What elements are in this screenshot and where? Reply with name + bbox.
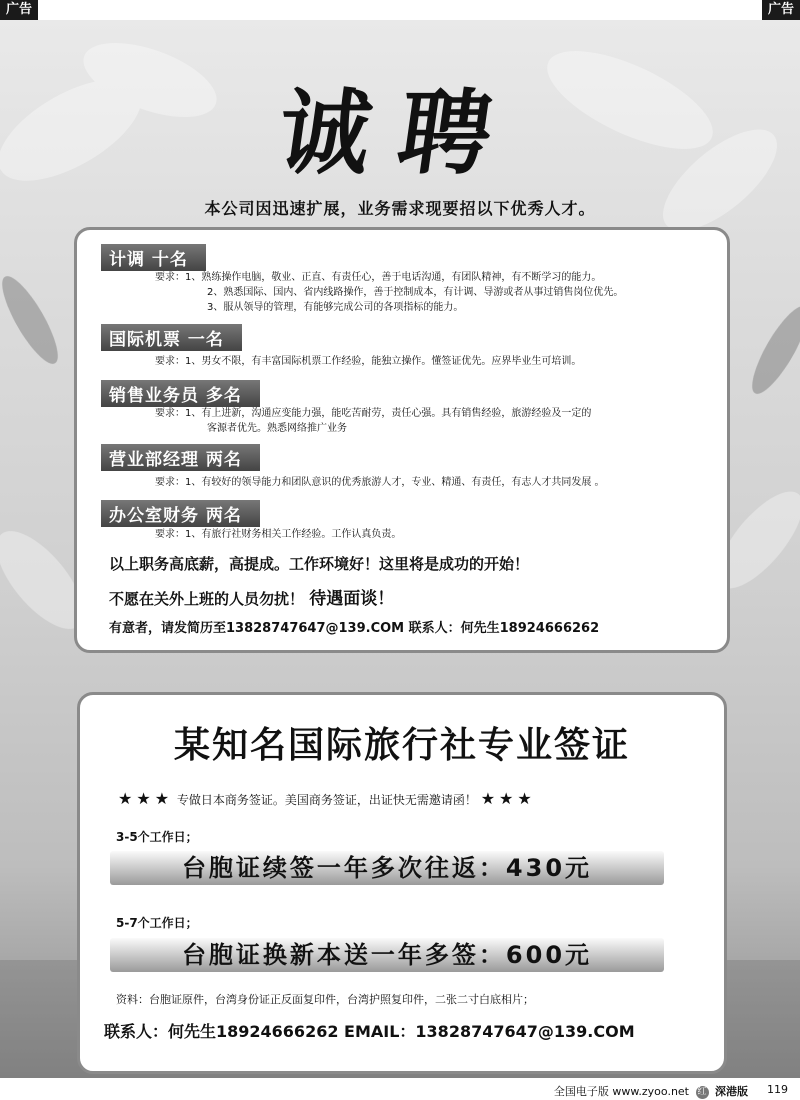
job-branch-manager bbox=[101, 444, 260, 471]
ad-tag-right: 广告 bbox=[762, 0, 800, 20]
offer2-price-bar: 台胞证换新本送一年多签：600元 bbox=[110, 938, 664, 972]
recruitment-subtitle: 本公司因迅速扩展，业务需求现要招以下优秀人才。 bbox=[204, 199, 596, 218]
job-title: 销售业务员 多名 bbox=[101, 380, 260, 407]
job-accountant-planner bbox=[101, 244, 206, 271]
requirement-line: 客源者优先。熟悉网络推广业务 bbox=[207, 423, 347, 434]
visa-heading: 某知名国际旅行社专业签证 bbox=[173, 725, 630, 766]
ad-tag-left: 广告 bbox=[0, 0, 38, 20]
job-international-ticket bbox=[101, 324, 242, 351]
requirement-line: 要求：1、有较好的领导能力和团队意识的优秀旅游人才，专业、精通、有责任，有志人才共同发展 。 bbox=[155, 477, 605, 488]
recruitment-title: 诚聘 bbox=[271, 79, 527, 187]
recruitment-contact: 有意者，请发简历至13828747647@139.COM 联系人：何先生18924666262 bbox=[109, 621, 600, 636]
visa-contact: 联系人：何先生18924666262 EMAIL：13828747647@139.COM bbox=[104, 1022, 635, 1041]
requirement-line: 2、熟悉国际、国内、省内线路操作，善于控制成本，有计调、导游或者从事过销售岗位优先。 bbox=[207, 287, 624, 298]
stars-right-icon: ★★★ bbox=[480, 789, 536, 808]
requirement-line: 要求：1、有旅行社财务相关工作经验。工作认真负责。 bbox=[155, 529, 402, 540]
recruitment-panel bbox=[74, 227, 730, 653]
job-requirements bbox=[155, 270, 623, 315]
visa-tagline bbox=[118, 789, 536, 808]
offer2-days: 5-7个工作日； bbox=[116, 916, 198, 930]
requirement-line: 要求：1、男女不限，有丰富国际机票工作经验，能独立操作。懂签证优先。应界毕业生可培训。 bbox=[155, 356, 582, 367]
page-number: 119 bbox=[767, 1083, 788, 1096]
salary-negotiable: 待遇面谈！ bbox=[309, 589, 395, 609]
visa-panel bbox=[77, 692, 727, 1074]
stars-left-icon: ★★★ bbox=[118, 789, 174, 808]
interview-slogan bbox=[109, 584, 394, 609]
seal-icon: 红 bbox=[697, 1086, 707, 1097]
footer-label: 全国电子版 bbox=[553, 1085, 609, 1098]
tagline-text: 专做日本商务签证。美国商务签证，出证快无需邀请函！ bbox=[176, 793, 477, 807]
advertisement-poster bbox=[0, 20, 800, 1078]
footer-text bbox=[554, 1083, 748, 1099]
requirement-line: 3、服从领导的管理，有能够完成公司的各项指标的能力。 bbox=[207, 302, 464, 313]
job-requirements bbox=[155, 475, 605, 490]
salary-slogan: 以上职务高底薪，高提成。工作环境好！这里将是成功的开始！ bbox=[109, 555, 530, 573]
job-title: 办公室财务 两名 bbox=[101, 500, 260, 527]
requirement-line: 要求：1、熟练操作电脑，敬业、正直、有责任心，善于电话沟通，有团队精神，有不断学习的能力。 bbox=[155, 272, 602, 283]
job-title: 国际机票 一名 bbox=[101, 324, 242, 351]
required-materials: 资料：台胞证原件，台湾身份证正反面复印件，台湾护照复印件，二张二寸白底相片； bbox=[116, 993, 534, 1006]
job-title: 计调 十名 bbox=[101, 244, 206, 271]
page-footer bbox=[0, 1078, 800, 1100]
job-sales bbox=[101, 380, 260, 407]
footer-edition: 深港版 bbox=[715, 1085, 748, 1098]
job-requirements bbox=[155, 527, 401, 542]
job-requirements bbox=[155, 354, 581, 369]
job-title: 营业部经理 两名 bbox=[101, 444, 260, 471]
location-note: 不愿在关外上班的人员勿扰！ bbox=[109, 590, 305, 608]
job-office-finance bbox=[101, 500, 260, 527]
offer1-days: 3-5个工作日； bbox=[116, 830, 198, 844]
requirement-line: 要求：1、有上进新，沟通应变能力强，能吃苦耐劳，责任心强。具有销售经验，旅游经验及一定的 bbox=[155, 408, 592, 419]
offer1-price-bar: 台胞证续签一年多次往返：430元 bbox=[110, 851, 664, 885]
job-requirements bbox=[155, 406, 591, 436]
footer-site-link[interactable]: www.zyoo.net bbox=[612, 1085, 689, 1098]
